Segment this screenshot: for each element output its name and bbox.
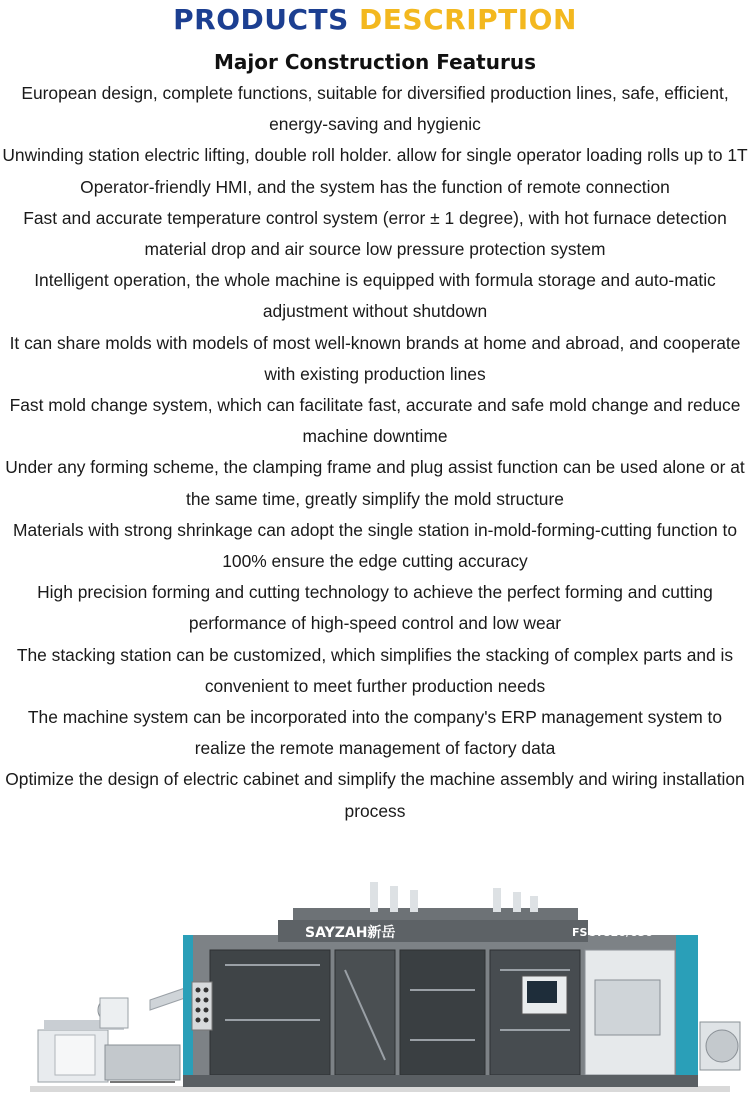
feature-item: Operator-friendly HMI, and the system has the function of remote connection [80,176,670,197]
main-machine-body [183,882,698,1087]
feature-item: Optimize the design of electric cabinet and simplify the machine assembly and wiring installation process [5,769,745,821]
output-roll [700,1022,740,1070]
feature-item: The machine system can be incorporated into the company's ERP management system to realize the remote management of factory data [27,707,723,759]
feature-item: Unwinding station electric lifting, double roll holder. allow for single operator loading rolls up to 1T [2,145,748,166]
feature-list [0,78,750,827]
feature-item: Fast and accurate temperature control system (error ± 1 degree), with hot furnace detection material drop and air source low pressure protection system [23,207,727,260]
feature-item: Under any forming scheme, the clamping frame and plug assist function can be used alone or at the same time, greatly simplify the mold structure [5,457,745,509]
machine-brand: SAYZAH新岳 [305,925,396,941]
machine-model: FSCT820/650 [572,926,653,939]
feature-item: Fast mold change system, which can facilitate fast, accurate and safe mold change and reduce machine downtime [9,395,741,447]
title-products: PRODUCTS [173,3,349,36]
feature-item: High precision forming and cutting technology to achieve the perfect forming and cutting performance of high-speed control and low wear [37,582,713,634]
feature-item: The stacking station can be customized, which simplifies the stacking of complex parts and is convenient to meet further production needs [16,644,734,696]
page-title [0,2,750,38]
thermoforming-machine-illustration [0,870,750,1095]
feature-item: European design, complete functions, suitable for diversified production lines, safe, efficient, energy-saving and hygienic [21,83,729,135]
unwinding-station [38,998,180,1082]
feature-item: It can share molds with models of most well-known brands at home and abroad, and cooperate with existing production lines [9,332,741,384]
feature-item: Materials with strong shrinkage can adopt the single station in-mold-forming-cutting function to 100% ensure the edge cutting accuracy [12,519,737,572]
title-description: DESCRIPTION [359,3,577,36]
machine-image [0,870,750,1095]
feature-item: Intelligent operation, the whole machine is equipped with formula storage and auto-matic adjustment without shutdown [34,270,716,322]
section-subtitle: Major Construction Featurus [214,50,536,74]
